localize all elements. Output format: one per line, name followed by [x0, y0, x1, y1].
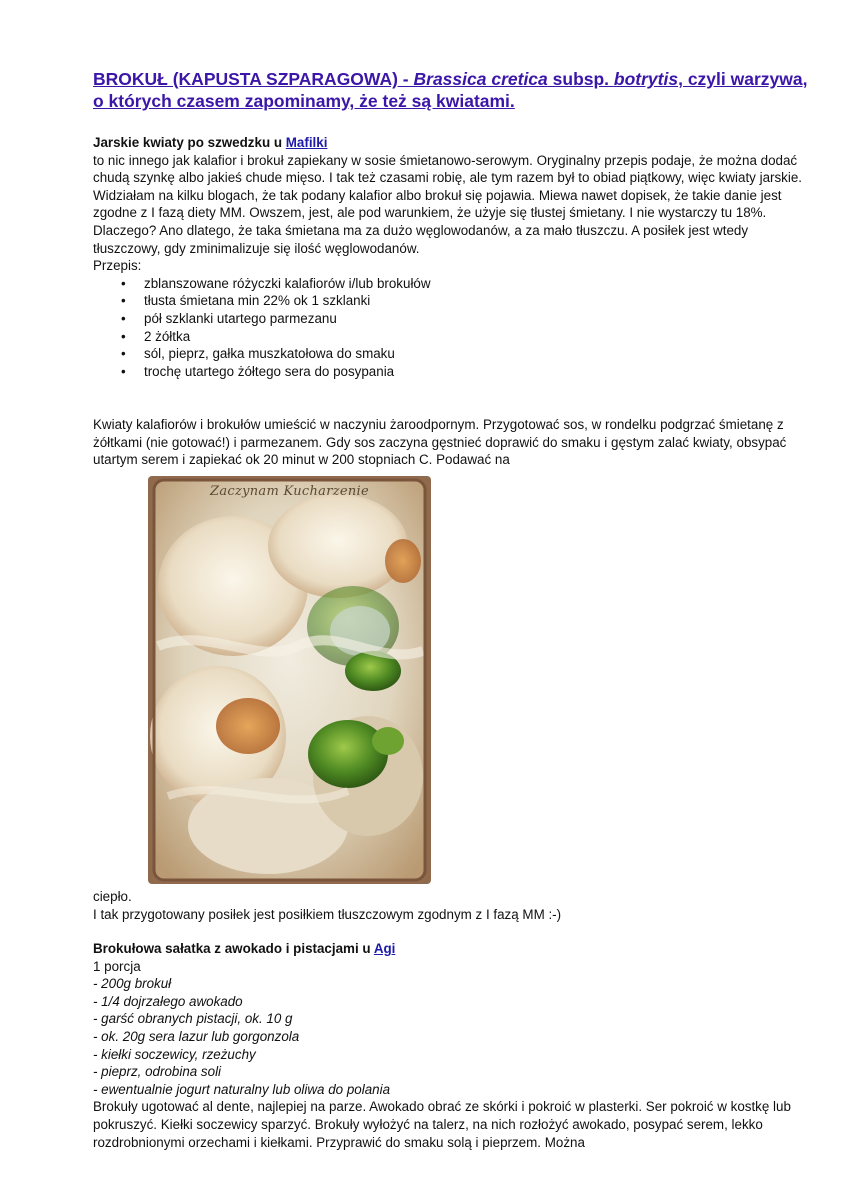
- title-species: Brassica cretica: [413, 69, 548, 89]
- recipe1-after-photo: [93, 888, 813, 923]
- recipe2-heading-text: Brokułowa sałatka z awokado i pistacjami u: [93, 941, 374, 956]
- list-item: - 200g brokuł: [93, 976, 172, 992]
- recipe1-author-link[interactable]: Mafilki: [285, 135, 328, 150]
- list-item: - pieprz, odrobina soli: [93, 1064, 222, 1080]
- recipe2-author-link[interactable]: Agi: [373, 941, 396, 956]
- recipe1-after-text: ciepło.: [93, 889, 132, 904]
- list-item: - garść obranych pistacji, ok. 10 g: [93, 1011, 293, 1027]
- list-item: • tłusta śmietana min 22% ok 1 szklanki: [93, 292, 813, 310]
- title-part2: , czyli warzywa, o których czasem zapominamy, że też są kwiatami.: [93, 69, 808, 111]
- list-item: • sól, pieprz, gałka muszkatołowa do smaku: [93, 345, 813, 363]
- title-part1: BROKUŁ (KAPUSTA SZPARAGOWA) -: [93, 69, 414, 89]
- list-item: • pół szklanki utartego parmezanu: [93, 310, 813, 328]
- list-item: • zblanszowane różyczki kalafiorów i/lub brokułów: [93, 275, 813, 293]
- recipe1-section: [93, 134, 813, 380]
- list-item: - 1/4 dojrzałego awokado: [93, 993, 243, 1009]
- recipe1-heading-text: Jarskie kwiaty po szwedzku u: [93, 135, 286, 150]
- recipe2-heading: [93, 940, 813, 958]
- list-item: - kiełki soczewicy, rzeżuchy: [93, 1046, 256, 1062]
- list-item: • trochę utartego żółtego sera do posypania: [93, 363, 813, 381]
- recipe1-heading: [93, 134, 813, 152]
- list-item: - ewentualnie jogurt naturalny lub oliwa do polania: [93, 1081, 391, 1097]
- title-subsp: subsp.: [547, 69, 614, 89]
- recipe1-recipe-label: Przepis:: [93, 258, 142, 274]
- recipe1-method: Kwiaty kalafiorów i brokułów umieścić w naczyniu żaroodpornym. Przygotować sos, w rondelku podgrzać śmietanę z żółtkami (nie gotować!) i parmezanem. Gdy sos zaczyna gęstnieć doprawić do smaku i gęstym zalać kwiaty, obsypać utartym serem i zapiekać ok 20 minut w 200 stopniach C. Podawać na: [93, 417, 787, 468]
- recipe1-paragraph: to nic innego jak kalafior i brokuł zapiekany w sosie śmietanowo-serowym. Oryginalny przepis podaje, że można dodać chudą szynkę albo jakieś chude mięso. I tak też czasami robię, ale tym razem był to obiad piątkowy, więc kwiaty jarskie.: [93, 152, 803, 186]
- title-variety: botrytis: [613, 69, 679, 89]
- dish-photo: [148, 476, 431, 884]
- recipe2-method: Brokuły ugotować al dente, najlepiej na parze. Awokado obrać ze skórki i pokroić w plasterki. Ser pokroić w kostkę lub pokruszyć. Kiełki soczewicy sparzyć. Brokuły wyłożyć na talerz, na nich rozłożyć awokado, posypać serem, lekko rozdrobnionymi orzechami i kiełkami. Przyprawić do smaku solą i pieprzem. Można: [93, 1099, 791, 1150]
- list-item: - ok. 20g sera lazur lub gorgonzola: [93, 1028, 300, 1044]
- page-title: [93, 68, 813, 112]
- photo-watermark: Zaczynam Kucharzenie: [209, 484, 370, 499]
- recipe1-paragraph: Widziałam na kilku blogach, że tak podany kalafior albo brokuł się pojawia. Miewa nawet dopisek, że takie danie jest zgodne z I fazą diety MM. Owszem, jest, ale pod warunkiem, że użyje się tłustej śmietany. I nie wystarczy tu 18%. Dlaczego? Ano dlatego, że taka śmietana ma za dużo węglowodanów, a za mało tłuszczu. A posiłek jest wtedy tłuszczowy, gdy zminimalizuje się ilość węglowodanów.: [93, 187, 782, 256]
- list-item: • 2 żółtka: [93, 328, 813, 346]
- recipe1-after-text: I tak przygotowany posiłek jest posiłkiem tłuszczowym zgodnym z I fazą MM :-): [93, 906, 562, 922]
- recipe1-ingredient-list: [93, 275, 813, 381]
- recipe2-portion: 1 porcja: [93, 958, 141, 974]
- recipe2-section: [93, 940, 813, 1151]
- dish-photo-image: [148, 476, 431, 884]
